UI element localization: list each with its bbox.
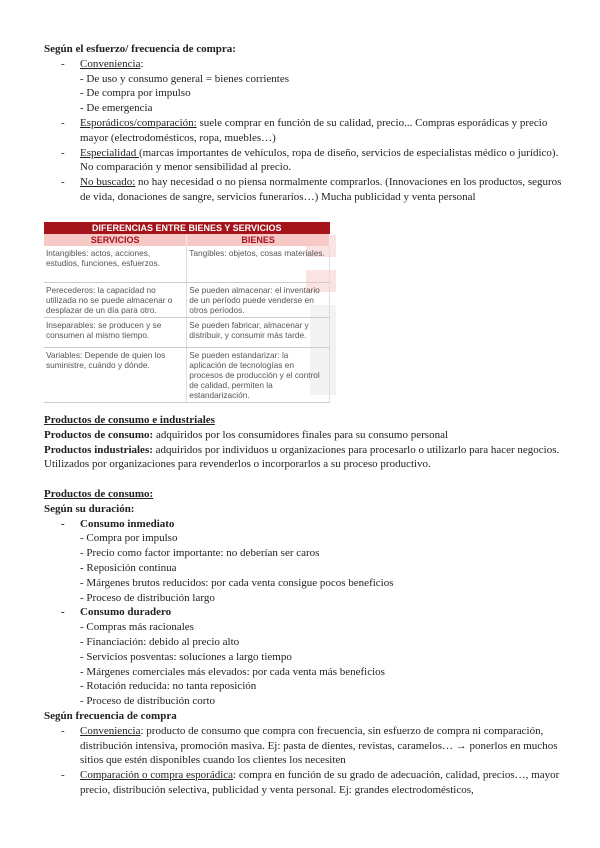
item-text: no hay necesidad o no piensa normalmente comprarlos. (Innovaciones en los productos, seguros de vida, donaciones de sangre, servicios funerarios…) Mucha publicidad y venta personal xyxy=(80,176,562,203)
table-row xyxy=(44,246,330,282)
sub-item: - De uso y consumo general = bienes corrientes xyxy=(80,72,290,85)
table-cell: Se pueden almacenar: el inventario de un período puede venderse en otros períodos. xyxy=(187,282,330,317)
table-row xyxy=(44,317,330,347)
item-text: : compra en función de su grado de adecuación, calidad, precios…, mayor precio, distribución selectiva, publicidad y venta personal. Ej: grandes electrodomésticos, xyxy=(80,769,560,796)
item-label: Especialidad xyxy=(80,146,139,159)
bullet-dash: - xyxy=(61,57,65,70)
table-cell: Se pueden fabricar, almacenar y distribuir, y consumir más tarde. xyxy=(187,317,330,347)
item-text: : producto de consumo que compra con frecuencia, sin esfuerzo de compra ni comparación, distribución intensiva, promoción masiva. Ej: pasta de dientes, revistas, caramelos… → ponerlos en muchos sitios que estén disponibles cuando los clientes los necesiten xyxy=(80,724,558,767)
column-header: SERVICIOS xyxy=(44,234,187,246)
list-item xyxy=(44,517,564,532)
list-item xyxy=(44,116,564,146)
sub-item: - De compra por impulso xyxy=(80,87,191,100)
subsection-heading: Según frecuencia de compra xyxy=(44,709,177,722)
item-text: : xyxy=(140,57,144,70)
bullet-dash: - xyxy=(61,146,65,159)
item-label: Consumo duradero xyxy=(80,606,172,619)
section-heading: Productos de consumo: xyxy=(44,488,154,500)
item-label: Conveniencia xyxy=(80,724,141,737)
item-label: Consumo inmediato xyxy=(80,517,175,530)
section-esfuerzo xyxy=(44,42,564,205)
subsection-heading: Según su duración: xyxy=(44,502,135,515)
section-heading: Según el esfuerzo/ frecuencia de compra: xyxy=(44,43,236,55)
list-item xyxy=(44,724,564,768)
list-item xyxy=(44,146,564,176)
table-row xyxy=(44,347,330,402)
table-cell: Intangibles: actos, acciones, estudios, funciones, esfuerzos. xyxy=(44,246,187,282)
sub-item: - Reposición continua xyxy=(80,561,177,574)
table-row xyxy=(44,282,330,317)
sub-item: - Compras más racionales xyxy=(80,621,194,634)
term-label: Productos industriales: xyxy=(44,443,153,456)
differences-table xyxy=(44,222,330,403)
sub-item: - Proceso de distribución corto xyxy=(80,695,216,708)
term-text: adquiridos por individuos u organizaciones para procesarlo o utilizarlo para hacer negocios. Utilizados por organizaciones para revenderlos o incorporarlos a su proceso productivo. xyxy=(44,443,560,471)
table-title: DIFERENCIAS ENTRE BIENES Y SERVICIOS xyxy=(44,222,330,234)
list-item xyxy=(44,605,564,620)
item-label: Conveniencia xyxy=(80,57,141,70)
item-label: No buscado: xyxy=(80,176,136,189)
item-text: (marcas importantes de vehículos, ropa de diseño, servicios de especialistas médico o jurídico). No comparación y menor sensibilidad al precio. xyxy=(80,146,559,174)
table-cell: Inseparables: se producen y se consumen al mismo tiempo. xyxy=(44,317,187,347)
sub-item: - Márgenes brutos reducidos: por cada venta consigue pocos beneficios xyxy=(80,576,394,589)
sub-item: - Financiación: debido al precio alto xyxy=(80,635,240,648)
bullet-dash: - xyxy=(61,176,65,189)
list-item xyxy=(44,57,564,72)
section-heading: Productos de consumo e industriales xyxy=(44,414,215,426)
term-label: Productos de consumo: xyxy=(44,428,154,441)
item-text: suele comprar en función de su calidad, precio... Compras esporádicas y precio mayor (electrodomésticos, ropa, muebles…) xyxy=(80,116,548,144)
list-item xyxy=(44,175,564,205)
sub-item: - Precio como factor importante: no deberían ser caros xyxy=(80,547,320,560)
sub-item: - Compra por impulso xyxy=(80,532,178,545)
item-label: Comparación o compra esporádica xyxy=(80,769,234,782)
sub-item: - Rotación reducida: no tanta reposición xyxy=(80,680,257,693)
item-label: Esporádicos/comparación: xyxy=(80,116,197,129)
table-cell: Variables: Depende de quien los suministre, cuándo y dónde. xyxy=(44,347,187,402)
bullet-dash: - xyxy=(61,517,65,530)
sub-item: - Márgenes comerciales más elevados: por cada venta más beneficios xyxy=(80,665,385,678)
table-cell: Tangibles: objetos, cosas materiales. xyxy=(187,246,330,282)
bullet-dash: - xyxy=(61,116,65,129)
sub-item: - Servicios posventas: soluciones a largo tiempo xyxy=(80,650,292,663)
section-consumo-industriales xyxy=(44,413,564,472)
section-productos-consumo xyxy=(44,487,564,798)
term-text: adquiridos por los consumidores finales para su consumo personal xyxy=(153,428,449,441)
bullet-dash: - xyxy=(61,769,65,782)
column-header: BIENES xyxy=(187,234,330,246)
table-cell: Perecederos: la capacidad no utilizada no se puede almacenar o desplazar de un día para otro. xyxy=(44,282,187,317)
table-cell: Se pueden estandarizar: la aplicación de tecnologías en procesos de producción y el control de calidad, permiten la estandarización. xyxy=(187,347,330,402)
list-item xyxy=(44,768,564,798)
sub-item: - Proceso de distribución largo xyxy=(80,591,215,604)
sub-item: - De emergencia xyxy=(80,102,153,115)
bullet-dash: - xyxy=(61,606,65,619)
bullet-dash: - xyxy=(61,724,65,737)
